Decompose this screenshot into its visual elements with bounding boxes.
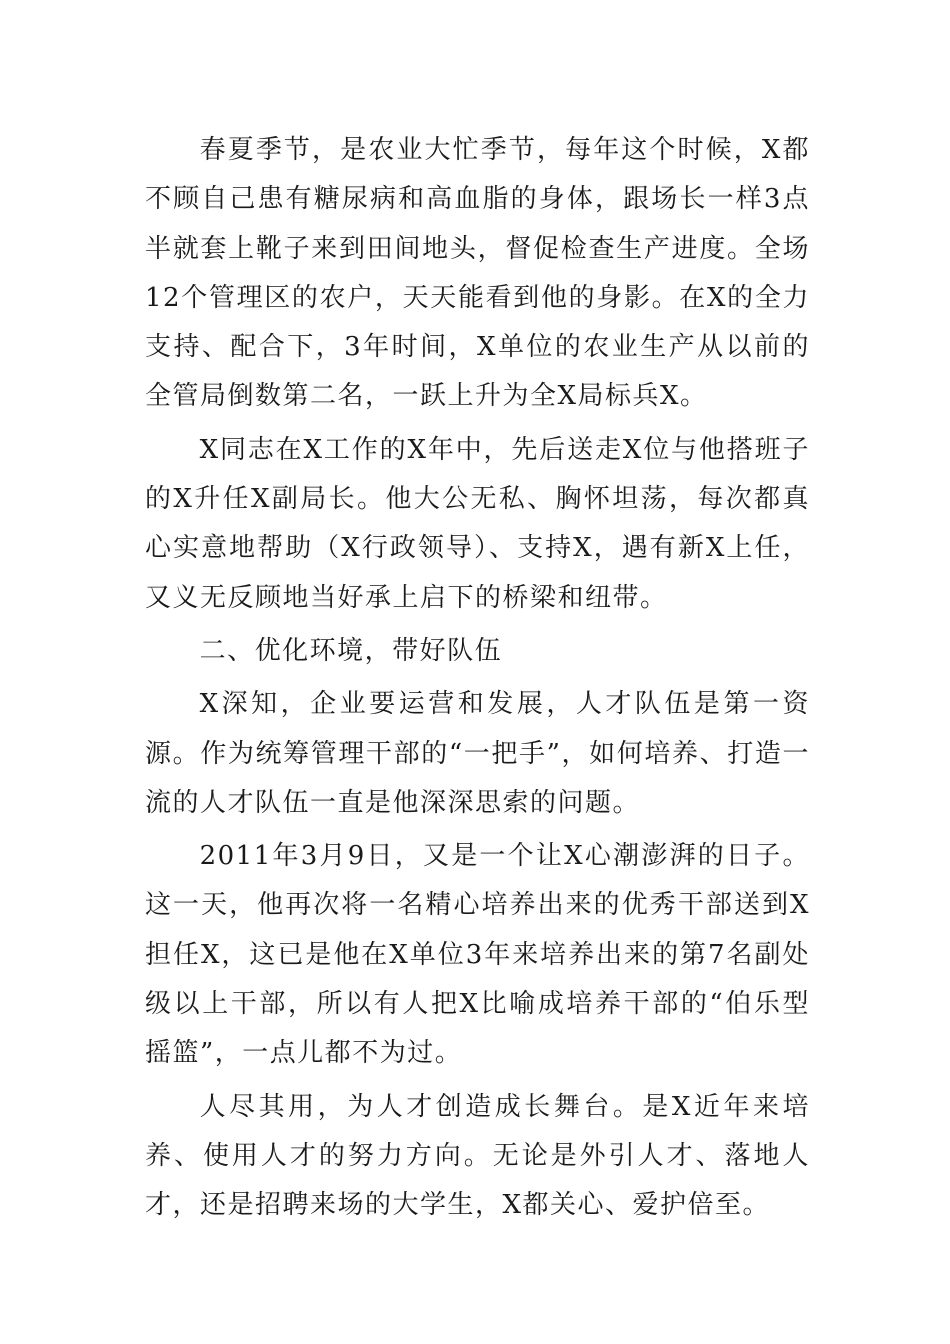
paragraph-leadership-team: X同志在X工作的X年中，先后送走X位与他搭班子的X升任X副局长。他大公无私、胸怀坦荡，每次都真心实意地帮助（X行政领导）、支持X，遇有新X上任，又义无反顾地当好承上启下的桥梁和纽带。	[145, 434, 810, 613]
paragraph-talent-stage: 人尽其用，为人才创造成长舞台。是X近年来培养、使用人才的努力方向。无论是外引人才、落地人才，还是招聘来场的大学生，X都关心、爱护倍至。	[145, 1091, 810, 1221]
paragraph-spring-farming: 春夏季节，是农业大忙季节，每年这个时候，X都不顾自己患有糖尿病和高血脂的身体，跟场长一样3点半就套上靴子来到田间地头，督促检查生产进度。全场12个管理区的农户，天天能看到他的身影。在X的全力支持、配合下，3年时间，X单位的农业生产从以前的全管局倒数第二名，一跃上升为全X局标兵X。	[145, 135, 810, 412]
paragraph-march-2011: 2011年3月9日，又是一个让X心潮澎湃的日子。这一天，他再次将一名精心培养出来的优秀干部送到X担任X，这已是他在X单位3年来培养出来的第7名副处级以上干部，所以有人把X比喻成培养干部的“伯乐型摇篮”，一点儿都不为过。	[145, 841, 810, 1069]
paragraph-talent-resource: X深知，企业要运营和发展，人才队伍是第一资源。作为统筹管理干部的“一把手”，如何培养、打造一流的人才队伍一直是他深深思索的问题。	[145, 689, 810, 818]
section-heading-optimize-environment: 二、优化环境，带好队伍	[199, 635, 503, 666]
document-body	[145, 126, 810, 1231]
